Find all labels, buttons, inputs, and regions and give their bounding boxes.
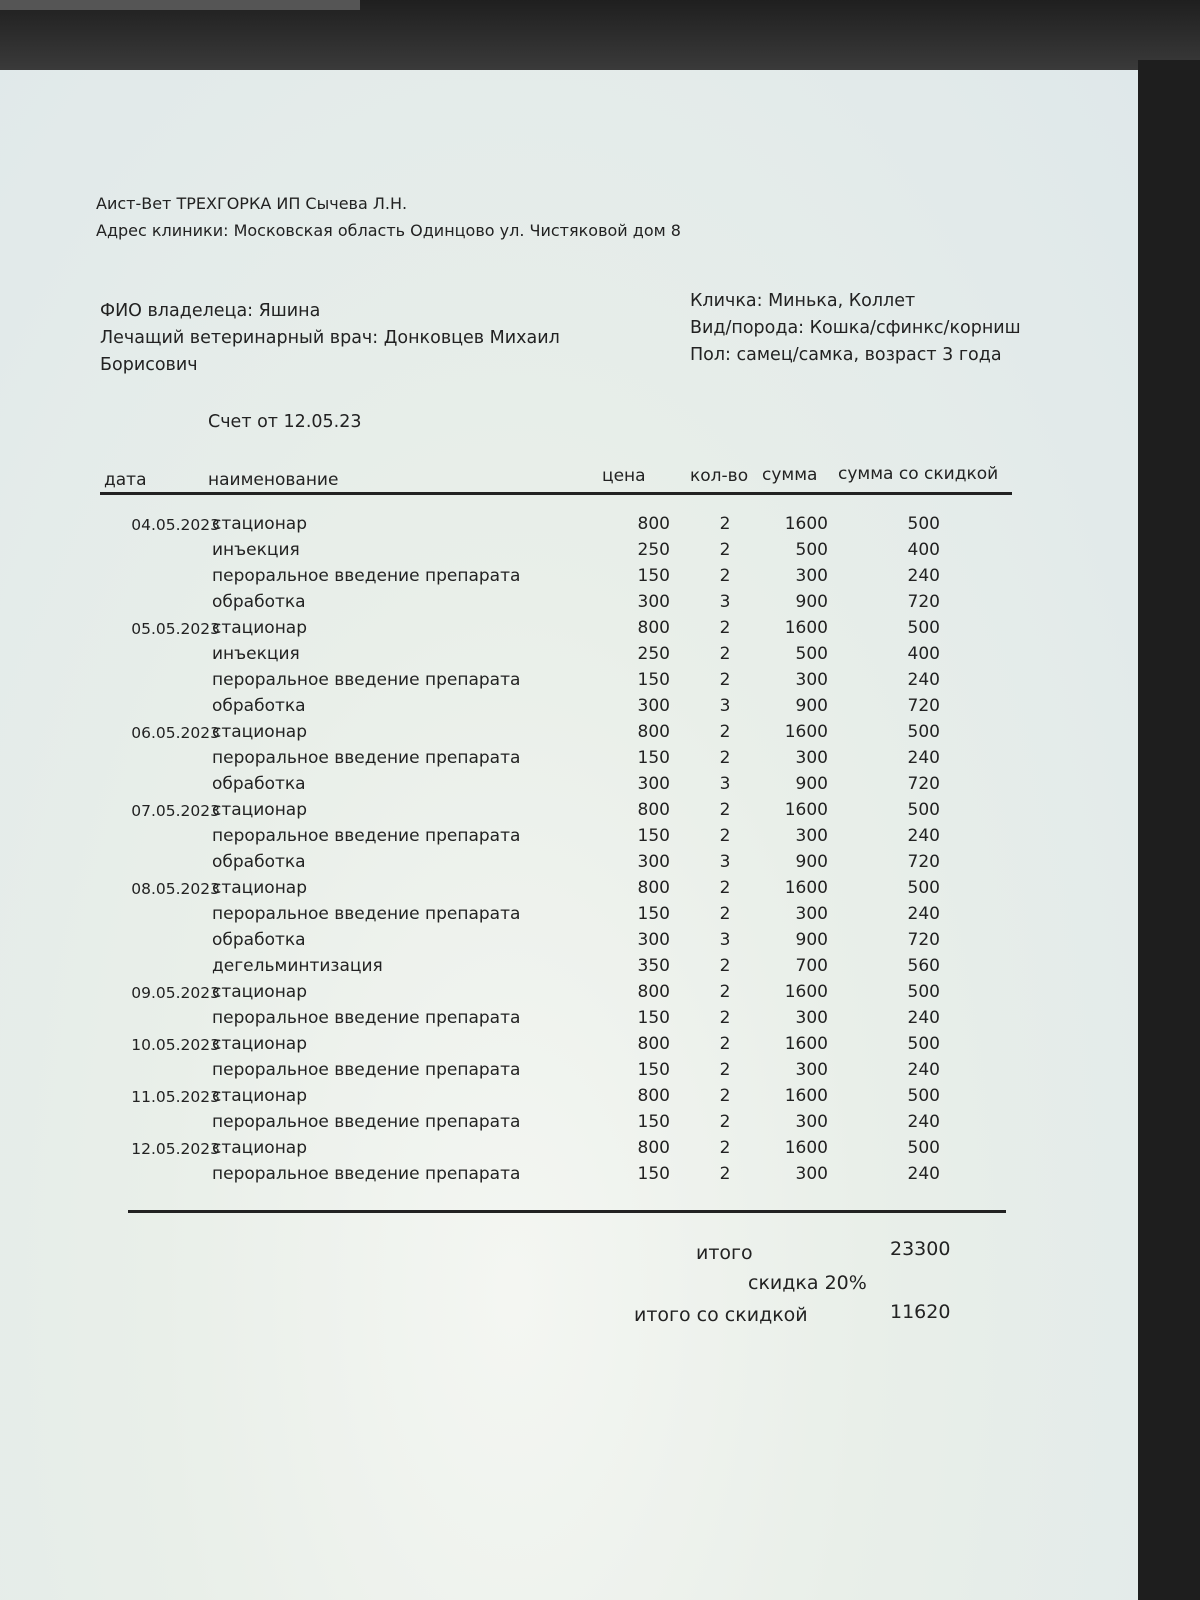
- row-qty: 2: [719, 878, 731, 898]
- row-name: пероральное введение препарата: [212, 670, 521, 690]
- invoice-title: Счет от 12.05.23: [208, 412, 362, 432]
- col-name: наименование: [208, 470, 339, 490]
- row-discounted: 500: [907, 1138, 940, 1158]
- total-label: итого: [696, 1242, 753, 1264]
- row-discounted: 500: [907, 878, 940, 898]
- row-date: 09.05.2023: [131, 984, 220, 1002]
- clinic-address: Адрес клиники: Московская область Одинцово ул. Чистяковой дом 8: [96, 221, 681, 240]
- row-price: 350: [637, 956, 670, 976]
- row-sum: 300: [795, 904, 828, 924]
- table-row: [100, 876, 1012, 902]
- row-sum: 900: [795, 774, 828, 794]
- row-name: пероральное введение препарата: [212, 826, 521, 846]
- row-name: стационар: [212, 1138, 308, 1158]
- row-name: стационар: [212, 1086, 308, 1106]
- table-row: [100, 642, 1012, 668]
- table-row: [100, 850, 1012, 876]
- table-header: [100, 462, 1012, 495]
- row-discounted: 240: [907, 670, 940, 690]
- col-qty: кол-во: [690, 466, 749, 486]
- row-price: 150: [637, 1164, 670, 1184]
- row-price: 300: [637, 852, 670, 872]
- row-price: 800: [637, 982, 670, 1002]
- row-price: 800: [637, 514, 670, 534]
- table-row: [100, 928, 1012, 954]
- row-price: 300: [637, 930, 670, 950]
- col-date: дата: [104, 470, 147, 490]
- row-name: пероральное введение препарата: [212, 748, 521, 768]
- row-price: 150: [637, 566, 670, 586]
- clinic-name: Аист-Вет ТРЕХГОРКА ИП Сычева Л.Н.: [96, 194, 408, 213]
- row-name: пероральное введение препарата: [212, 1060, 521, 1080]
- col-discounted: сумма со скидкой: [838, 464, 999, 484]
- row-qty: 2: [719, 644, 731, 664]
- row-price: 250: [637, 540, 670, 560]
- row-qty: 2: [719, 1008, 731, 1028]
- row-name: обработка: [212, 774, 306, 794]
- table-row: [100, 1006, 1012, 1032]
- row-price: 300: [637, 592, 670, 612]
- table-row: [100, 1084, 1012, 1110]
- row-discounted: 500: [907, 514, 940, 534]
- table-row: [100, 902, 1012, 928]
- row-price: 800: [637, 800, 670, 820]
- table-row: [100, 954, 1012, 980]
- row-qty: 2: [719, 982, 731, 1002]
- table-row: [100, 824, 1012, 850]
- pet-species: Вид/порода: Кошка/сфинкс/корниш: [690, 318, 1021, 338]
- row-price: 150: [637, 826, 670, 846]
- vet-name: Лечащий ветеринарный врач: Донковцев Михаил Борисович: [100, 328, 560, 375]
- row-name: инъекция: [212, 644, 300, 664]
- row-qty: 2: [719, 540, 731, 560]
- row-date: 07.05.2023: [131, 802, 220, 820]
- row-name: стационар: [212, 722, 308, 742]
- row-discounted: 400: [907, 540, 940, 560]
- table-row: [100, 798, 1012, 824]
- row-sum: 300: [795, 566, 828, 586]
- owner-name: ФИО владелеца: Яшина: [100, 301, 321, 321]
- row-discounted: 240: [907, 904, 940, 924]
- row-qty: 2: [719, 722, 731, 742]
- row-name: стационар: [212, 982, 308, 1002]
- row-price: 300: [637, 696, 670, 716]
- col-price: цена: [602, 466, 646, 486]
- row-sum: 300: [795, 1164, 828, 1184]
- table-row: [100, 564, 1012, 590]
- row-sum: 700: [795, 956, 828, 976]
- monitor-bezel-right: [1138, 60, 1200, 1600]
- row-discounted: 500: [907, 800, 940, 820]
- monitor-bezel-top: [0, 0, 1200, 70]
- row-sum: 1600: [784, 982, 828, 1002]
- row-qty: 2: [719, 800, 731, 820]
- pet-sex-age: Пол: самец/самка, возраст 3 года: [690, 345, 1002, 365]
- row-sum: 900: [795, 696, 828, 716]
- row-name: обработка: [212, 852, 306, 872]
- discount-label: скидка 20%: [748, 1272, 867, 1294]
- row-name: пероральное введение препарата: [212, 1164, 521, 1184]
- row-sum: 300: [795, 748, 828, 768]
- row-qty: 2: [719, 1138, 731, 1158]
- row-name: обработка: [212, 696, 306, 716]
- row-qty: 2: [719, 1034, 731, 1054]
- row-sum: 1600: [784, 800, 828, 820]
- table-row: [100, 616, 1012, 642]
- table-row: [100, 1032, 1012, 1058]
- row-price: 800: [637, 1086, 670, 1106]
- row-price: 800: [637, 618, 670, 638]
- row-discounted: 500: [907, 722, 940, 742]
- row-date: 08.05.2023: [131, 880, 220, 898]
- table-row: [100, 720, 1012, 746]
- row-sum: 500: [795, 540, 828, 560]
- row-sum: 1600: [784, 1138, 828, 1158]
- row-name: пероральное введение препарата: [212, 566, 521, 586]
- row-sum: 900: [795, 592, 828, 612]
- row-discounted: 720: [907, 852, 940, 872]
- row-discounted: 720: [907, 930, 940, 950]
- row-name: дегельминтизация: [212, 956, 383, 976]
- table-body: [100, 512, 1012, 1188]
- pet-block: [690, 288, 1030, 369]
- row-sum: 1600: [784, 1034, 828, 1054]
- row-price: 150: [637, 1112, 670, 1132]
- row-discounted: 240: [907, 1112, 940, 1132]
- table-row: [100, 1110, 1012, 1136]
- row-price: 250: [637, 644, 670, 664]
- owner-block: [100, 298, 580, 379]
- row-discounted: 500: [907, 1086, 940, 1106]
- row-qty: 2: [719, 1086, 731, 1106]
- row-sum: 300: [795, 1060, 828, 1080]
- row-price: 150: [637, 1060, 670, 1080]
- row-discounted: 720: [907, 774, 940, 794]
- row-discounted: 240: [907, 566, 940, 586]
- table-bottom-rule: [128, 1210, 1006, 1213]
- table-row: [100, 1162, 1012, 1188]
- row-sum: 1600: [784, 514, 828, 534]
- row-price: 800: [637, 1138, 670, 1158]
- row-qty: 2: [719, 514, 731, 534]
- row-sum: 300: [795, 826, 828, 846]
- row-price: 150: [637, 748, 670, 768]
- row-qty: 2: [719, 1060, 731, 1080]
- row-name: стационар: [212, 514, 308, 534]
- table-row: [100, 590, 1012, 616]
- table-row: [100, 512, 1012, 538]
- row-qty: 2: [719, 748, 731, 768]
- row-name: стационар: [212, 878, 308, 898]
- row-discounted: 240: [907, 1060, 940, 1080]
- row-discounted: 500: [907, 618, 940, 638]
- row-sum: 1600: [784, 722, 828, 742]
- row-name: инъекция: [212, 540, 300, 560]
- table-row: [100, 772, 1012, 798]
- row-price: 800: [637, 878, 670, 898]
- row-date: 05.05.2023: [131, 620, 220, 638]
- row-date: 11.05.2023: [131, 1088, 220, 1106]
- row-sum: 1600: [784, 618, 828, 638]
- table-row: [100, 538, 1012, 564]
- row-qty: 3: [719, 592, 731, 612]
- row-price: 150: [637, 670, 670, 690]
- row-sum: 500: [795, 644, 828, 664]
- monitor-strip: [0, 0, 360, 10]
- row-discounted: 720: [907, 696, 940, 716]
- row-name: обработка: [212, 592, 306, 612]
- row-date: 06.05.2023: [131, 724, 220, 742]
- row-qty: 2: [719, 1164, 731, 1184]
- table-row: [100, 1136, 1012, 1162]
- pet-name: Кличка: Минька, Коллет: [690, 291, 916, 311]
- row-name: пероральное введение препарата: [212, 904, 521, 924]
- row-qty: 3: [719, 930, 731, 950]
- row-discounted: 500: [907, 1034, 940, 1054]
- row-qty: 3: [719, 774, 731, 794]
- row-date: 04.05.2023: [131, 516, 220, 534]
- row-price: 800: [637, 1034, 670, 1054]
- row-discounted: 240: [907, 1008, 940, 1028]
- row-sum: 900: [795, 930, 828, 950]
- row-discounted: 400: [907, 644, 940, 664]
- row-date: 12.05.2023: [131, 1140, 220, 1158]
- row-name: стационар: [212, 800, 308, 820]
- row-name: пероральное введение препарата: [212, 1112, 521, 1132]
- row-sum: 1600: [784, 1086, 828, 1106]
- row-price: 800: [637, 722, 670, 742]
- row-name: стационар: [212, 618, 308, 638]
- row-qty: 2: [719, 670, 731, 690]
- row-name: пероральное введение препарата: [212, 1008, 521, 1028]
- row-price: 300: [637, 774, 670, 794]
- row-qty: 2: [719, 1112, 731, 1132]
- col-sum: сумма: [762, 465, 818, 485]
- total-value: 23300: [890, 1238, 951, 1260]
- row-qty: 2: [719, 956, 731, 976]
- final-total-label: итого со скидкой: [634, 1304, 808, 1326]
- row-sum: 300: [795, 670, 828, 690]
- row-discounted: 240: [907, 1164, 940, 1184]
- row-name: обработка: [212, 930, 306, 950]
- row-discounted: 560: [907, 956, 940, 976]
- row-qty: 2: [719, 566, 731, 586]
- row-name: стационар: [212, 1034, 308, 1054]
- table-row: [100, 1058, 1012, 1084]
- row-discounted: 240: [907, 826, 940, 846]
- row-sum: 1600: [784, 878, 828, 898]
- invoice-page: [0, 70, 1138, 1600]
- row-qty: 3: [719, 852, 731, 872]
- table-row: [100, 746, 1012, 772]
- row-sum: 900: [795, 852, 828, 872]
- row-discounted: 720: [907, 592, 940, 612]
- row-date: 10.05.2023: [131, 1036, 220, 1054]
- row-price: 150: [637, 904, 670, 924]
- table-row: [100, 980, 1012, 1006]
- table-row: [100, 694, 1012, 720]
- row-sum: 300: [795, 1008, 828, 1028]
- row-qty: 2: [719, 826, 731, 846]
- row-price: 150: [637, 1008, 670, 1028]
- row-qty: 2: [719, 618, 731, 638]
- row-discounted: 500: [907, 982, 940, 1002]
- row-sum: 300: [795, 1112, 828, 1132]
- row-qty: 2: [719, 904, 731, 924]
- row-discounted: 240: [907, 748, 940, 768]
- final-total-value: 11620: [890, 1301, 951, 1323]
- table-row: [100, 668, 1012, 694]
- row-qty: 3: [719, 696, 731, 716]
